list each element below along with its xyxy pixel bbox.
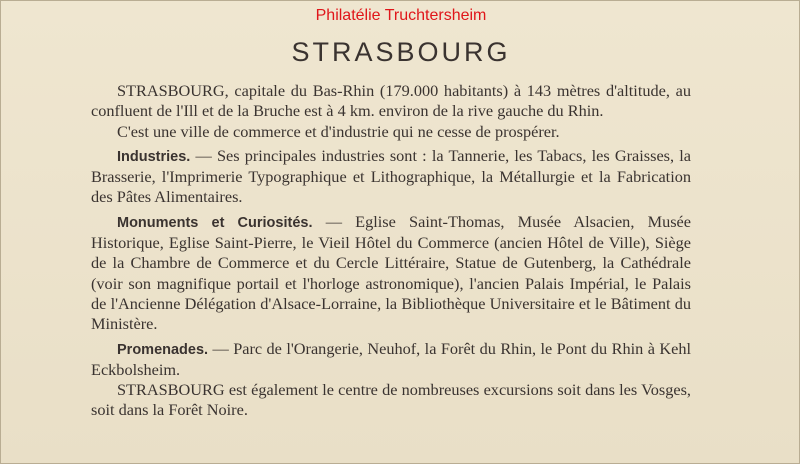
monuments-heading: Monuments et Curiosités. [117,214,313,231]
document-body [91,81,691,421]
commerce-paragraph: C'est une ville de commerce et d'industrie qui ne cesse de prospérer. [117,121,560,141]
promenades-heading: Promenades. [117,341,209,358]
promenades-text: — Parc de l'Orangerie, Neuhof, la Forêt du Rhin, le Pont du Rhin à Kehl Eckbolsheim. [91,338,691,379]
industries-heading: Industries. [117,148,191,165]
watermark: Philatélie Truchtersheim [315,7,487,24]
monuments-text: — Eglise Saint-Thomas, Musée Alsacien, Musée Historique, Eglise Saint-Pierre, le Vieil Hôtel du Commerce (ancien Hôtel de Ville), Siège de la Chambre de Commerce et du Cercle Littéraire, Statue de Gutenberg, la Cathédrale (voir son magnifique portail et l'horloge astronomique), l'ancien Palais Impérial, le Palais de l'Ancienne Délégation d'Alsace-Lorraine, la Bibliothèque Universitaire et le Bâtiment du Ministère. [91,211,691,334]
industries-text: — Ses principales industries sont : la Tannerie, les Tabacs, les Graisses, la Brasserie, l'Imprimerie Typographique et Lithographique, la Métallurgie et la Fabrication des Pâtes Alimentaires. [91,145,691,207]
monuments-paragraph [91,212,691,335]
intro-paragraph: STRASBOURG, capitale du Bas-Rhin (179.000 habitants) à 143 mètres d'altitude, au confluent de l'Ill et de la Bruche est à 4 km. environ de la rive gauche du Rhin. [91,81,691,121]
industries-paragraph [91,146,691,208]
page-title: STRASBOURG [291,37,511,67]
promenades-paragraph [91,339,691,381]
excursions-paragraph: STRASBOURG est également le centre de nombreuses excursions soit dans les Vosges, soit dans la Forêt Noire. [91,380,691,420]
